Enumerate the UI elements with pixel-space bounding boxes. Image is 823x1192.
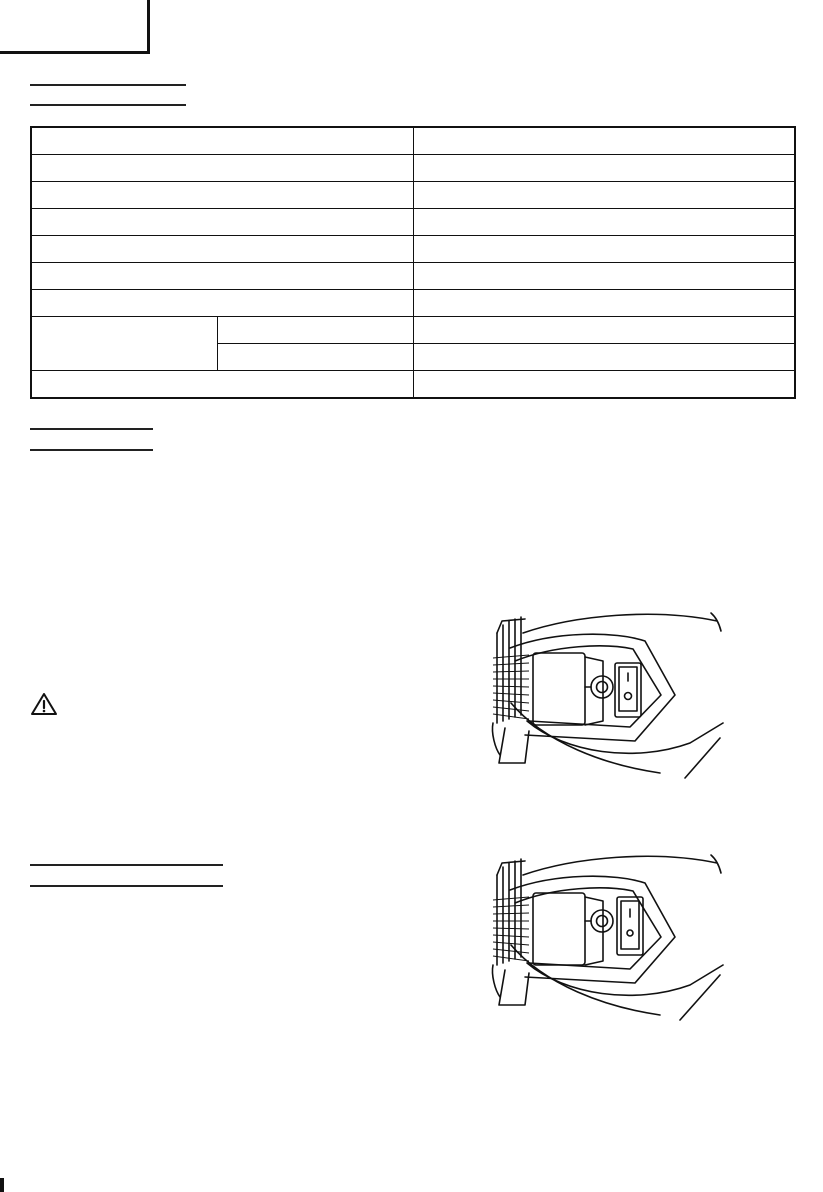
table-cell [31,317,217,371]
table-row [31,236,795,263]
table-row [31,182,795,209]
table-cell [31,155,413,182]
table-row [31,209,795,236]
specifications-heading-rule-2 [30,104,186,106]
switch-illustration-2 [485,845,735,1025]
table-cell [31,209,413,236]
table-cell [413,371,795,399]
table-cell [413,290,795,317]
table-cell [413,182,795,209]
table-row [31,127,795,155]
warning-triangle-icon [30,692,58,716]
specifications-heading-rule [30,84,186,86]
table-cell [413,317,795,344]
table-cell [31,182,413,209]
applications-heading-rule [30,864,223,866]
standard-accessories-heading-rule [30,428,153,430]
table-cell [31,290,413,317]
table-row [31,371,795,399]
table-row [31,263,795,290]
table-cell [217,344,413,371]
specifications-table [30,126,796,399]
table-row [31,317,795,344]
page-corner-mark [0,1178,4,1192]
table-cell [31,236,413,263]
page-tab [0,0,150,54]
switch-illustration-1 [485,603,735,783]
table-cell [413,344,795,371]
table-cell [413,236,795,263]
table-cell [31,371,413,399]
applications-heading-rule-2 [30,885,223,887]
table-row [31,155,795,182]
table-cell [413,209,795,236]
table-cell [413,263,795,290]
table-cell [31,127,413,155]
table-cell [31,263,413,290]
table-cell [413,127,795,155]
standard-accessories-heading-rule-2 [30,449,153,451]
table-row [31,290,795,317]
table-cell [413,155,795,182]
table-cell [217,317,413,344]
